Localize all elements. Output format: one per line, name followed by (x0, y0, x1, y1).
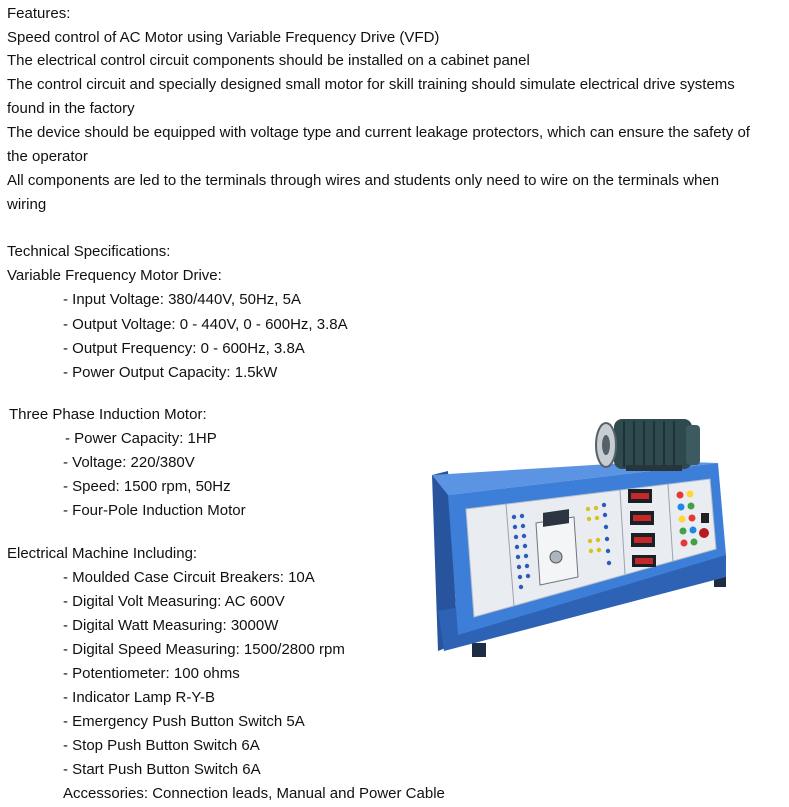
breaker-switch (701, 513, 709, 523)
device-foot (472, 643, 486, 657)
feature-line: the operator (7, 148, 88, 165)
machine-item: - Digital Watt Measuring: 3000W (63, 617, 279, 634)
machine-item: - Indicator Lamp R-Y-B (63, 689, 216, 706)
motor-item: - Power Capacity: 1HP (65, 430, 217, 447)
induction-motor (596, 419, 700, 471)
vfd-item: - Power Output Capacity: 1.5kW (63, 364, 278, 381)
machine-title: Electrical Machine Including: (7, 545, 198, 562)
feature-line: The electrical control circuit components should be installed on a cabinet panel (7, 52, 530, 69)
vfd-item: - Output Frequency: 0 - 600Hz, 3.8A (63, 340, 305, 357)
vfd-knob (550, 551, 562, 563)
machine-item: - Moulded Case Circuit Breakers: 10A (63, 569, 315, 586)
feature-line: Speed control of AC Motor using Variable Frequency Drive (VFD) (7, 29, 440, 46)
vfd-item: - Output Voltage: 0 - 440V, 0 - 600Hz, 3.8A (63, 316, 348, 333)
feature-line: wiring (7, 196, 47, 213)
motor-title: Three Phase Induction Motor: (9, 406, 207, 423)
vfd-title: Variable Frequency Motor Drive: (7, 267, 222, 284)
feature-line: found in the factory (7, 100, 135, 117)
specs-heading: Technical Specifications: (7, 243, 171, 260)
accessories-line: Accessories: Connection leads, Manual and Power Cable (63, 785, 445, 802)
machine-item: - Potentiometer: 100 ohms (63, 665, 240, 682)
machine-item: - Digital Speed Measuring: 1500/2800 rpm (63, 641, 345, 658)
machine-item: - Start Push Button Switch 6A (63, 761, 261, 778)
feature-line: All components are led to the terminals through wires and students only need to wire on the terminals when (7, 172, 720, 189)
motor-item: - Speed: 1500 rpm, 50Hz (63, 478, 231, 495)
machine-item: - Digital Volt Measuring: AC 600V (63, 593, 285, 610)
machine-item: - Emergency Push Button Switch 5A (63, 713, 305, 730)
features-heading: Features: (7, 5, 71, 22)
motor-item: - Four-Pole Induction Motor (63, 502, 246, 519)
trainer-device-image (428, 405, 740, 665)
machine-item: - Stop Push Button Switch 6A (63, 737, 260, 754)
feature-line: The control circuit and specially designed small motor for skill training should simulate electrical drive systems (7, 76, 735, 93)
vfd-item: - Input Voltage: 380/440V, 50Hz, 5A (63, 291, 301, 308)
emergency-button (699, 528, 709, 538)
trainer-device-illustration (428, 405, 740, 665)
motor-item: - Voltage: 220/380V (63, 454, 195, 471)
feature-line: The device should be equipped with voltage type and current leakage protectors, which can ensure the safety of (7, 124, 750, 141)
